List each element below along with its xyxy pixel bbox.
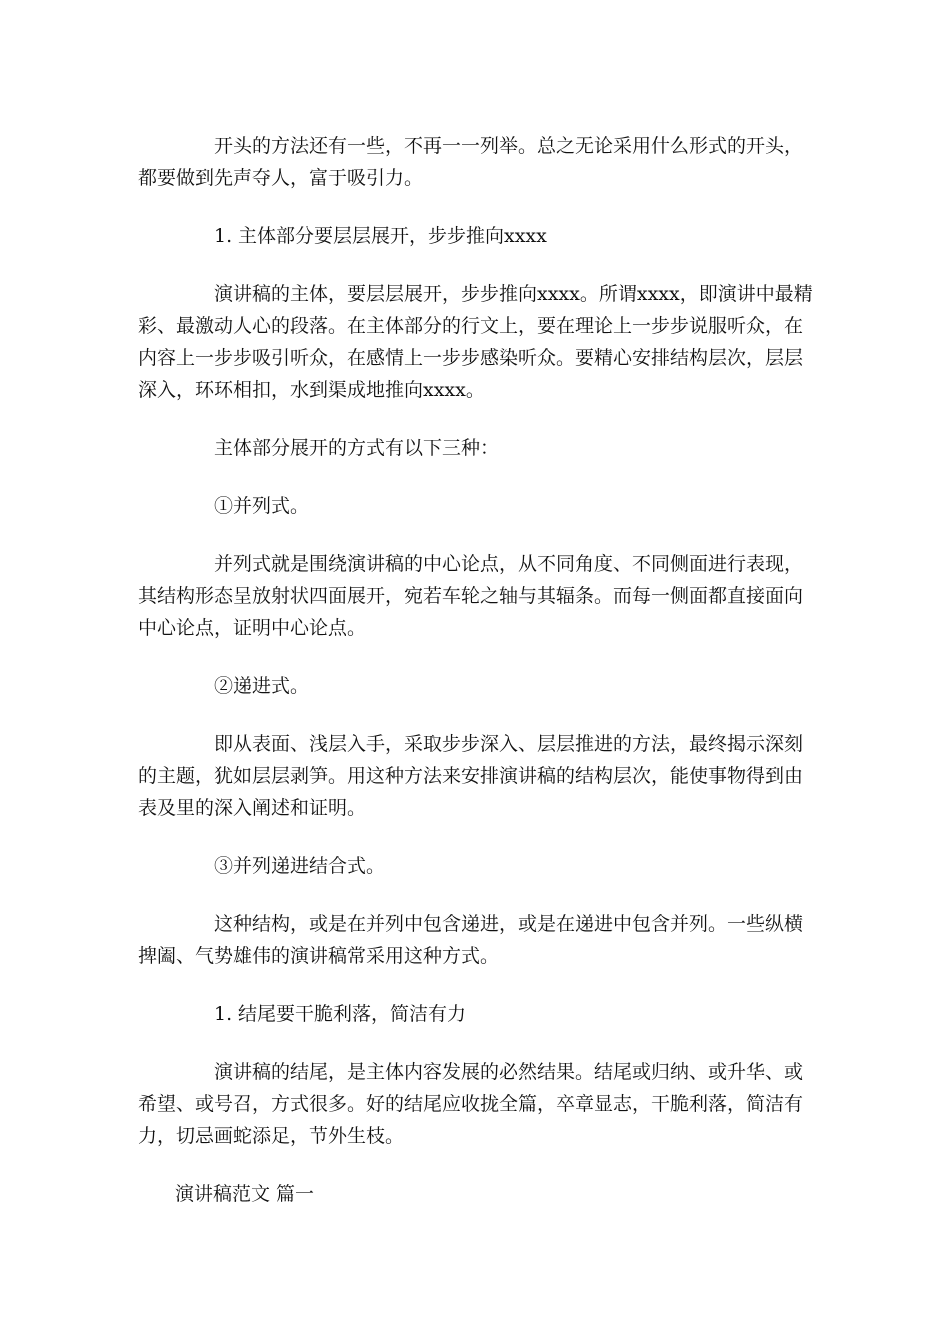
paragraph-progressive [138,728,814,824]
text-line: 深入，环环相扣，水到渠成地推向xxxx。 [138,379,485,401]
text-line: 的主题，犹如层层剥笋。用这种方法来安排演讲稿的结构层次，能使事物得到由 [138,765,804,787]
text-line: 其结构形态呈放射状四面展开，宛若车轮之轴与其辐条。而每一侧面都直接面向 [138,585,804,607]
paragraph-ending [138,1056,814,1152]
list-number: 1. [214,225,233,247]
paragraph-parallel [138,548,814,644]
subheading-combined [138,850,814,882]
text-line: 开头的方法还有一些，不再一一列举。总之无论采用什么形式的开头， [214,135,804,157]
closing-heading: 演讲稿范文 篇一 [175,1183,315,1205]
section-heading-text: 结尾要干脆利落，简洁有力 [238,1003,467,1025]
text-line: ③并列递进结合式。 [214,855,386,877]
text-line: 这种结构，或是在并列中包含递进，或是在递进中包含并列。一些纵横 [214,913,804,935]
paragraph-opening-methods [138,130,814,194]
text-line: 内容上一步步吸引听众，在感情上一步步感染听众。要精心安排结构层次，层层 [138,347,804,369]
text-line: 演讲稿的结尾，是主体内容发展的必然结果。结尾或归纳、或升华、或 [214,1061,804,1083]
list-number: 1. [214,1003,233,1025]
text-line: ①并列式。 [214,495,310,517]
text-line: 表及里的深入阐述和证明。 [138,797,367,819]
text-line: ②递进式。 [214,675,310,697]
subheading-progressive [138,670,814,702]
section-heading-body [138,220,814,252]
subheading-parallel [138,490,814,522]
paragraph-three-methods [138,432,814,464]
text-line: 并列式就是围绕演讲稿的中心论点，从不同角度、不同侧面进行表现， [214,553,804,575]
text-line: 中心论点，证明中心论点。 [138,617,367,639]
text-line: 即从表面、浅层入手，采取步步深入、层层推进的方法，最终揭示深刻 [214,733,804,755]
text-line: 彩、最激动人心的段落。在主体部分的行文上，要在理论上一步步说服听众，在 [138,315,804,337]
text-line: 希望、或号召，方式很多。好的结尾应收拢全篇，卒章显志，干脆利落，简洁有 [138,1093,804,1115]
section-heading-ending [138,998,814,1030]
text-line: 捭阖、气势雄伟的演讲稿常采用这种方式。 [138,945,500,967]
text-line: 力，切忌画蛇添足，节外生枝。 [138,1125,405,1147]
paragraph-body-description [138,278,814,406]
text-line: 演讲稿的主体，要层层展开，步步推向xxxx。所谓xxxx，即演讲中最精 [214,283,813,305]
paragraph-combined [138,908,814,972]
document-body [138,130,814,1210]
section-heading-text: 主体部分要层层展开，步步推向xxxx [238,225,547,247]
text-line: 都要做到先声夺人，富于吸引力。 [138,167,424,189]
text-line: 主体部分展开的方式有以下三种： [214,437,500,459]
